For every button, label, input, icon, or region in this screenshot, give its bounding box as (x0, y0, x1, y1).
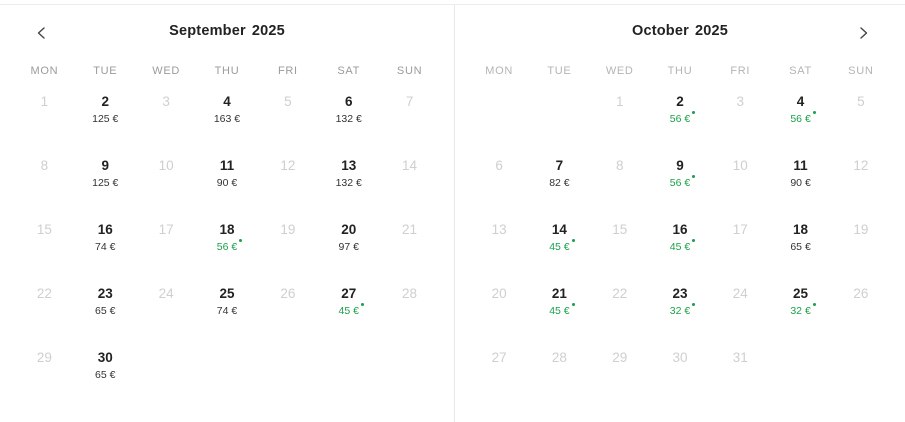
day-number: 14 (402, 158, 418, 173)
month-header-left (0, 5, 454, 57)
day-number: 27 (491, 350, 507, 365)
next-month-button[interactable] (849, 19, 877, 47)
day-cell-empty (831, 341, 891, 405)
day-number: 2 (101, 94, 110, 109)
weekday-label: MON (30, 65, 59, 77)
day-number: 7 (555, 158, 564, 173)
day-cell (650, 341, 710, 405)
month-year-left: 2025 (251, 23, 285, 39)
day-cell (14, 85, 75, 149)
day-price-deal: 56 € (670, 177, 690, 190)
day-number: 8 (40, 158, 49, 173)
day-number: 30 (672, 350, 688, 365)
day-cell-empty (318, 341, 379, 405)
day-cell (831, 85, 891, 149)
day-cell (710, 85, 770, 149)
day-number: 29 (612, 350, 628, 365)
day-cell (14, 341, 75, 405)
day-cell-empty (257, 341, 318, 405)
day-number: 17 (732, 222, 748, 237)
day-cell (14, 277, 75, 341)
day-cell (710, 341, 770, 405)
day-number: 31 (732, 350, 748, 365)
day-number: 17 (158, 222, 174, 237)
weekday-label: MON (485, 65, 514, 77)
day-price-deal: 45 € (549, 241, 569, 254)
day-number: 7 (405, 94, 414, 109)
day-cell-empty (770, 341, 830, 405)
day-number: 5 (857, 94, 865, 109)
day-price: 74 € (95, 241, 116, 253)
day-cell[interactable] (650, 149, 710, 213)
fare-calendar (0, 5, 905, 422)
day-cell[interactable] (770, 85, 830, 149)
day-price-deal: 32 € (790, 305, 810, 318)
cheapest-fare-dot-icon (239, 239, 242, 242)
day-cell[interactable] (197, 213, 258, 277)
day-cell[interactable] (650, 85, 710, 149)
day-number: 15 (612, 222, 628, 237)
calendar-month-october (455, 5, 905, 422)
day-number: 18 (793, 222, 809, 237)
day-price: 65 € (95, 369, 116, 381)
day-cell-empty (379, 341, 440, 405)
weekday-label: SUN (396, 65, 423, 77)
day-number: 2 (676, 94, 684, 109)
cheapest-fare-dot-icon (572, 239, 575, 242)
calendar-month-september (0, 5, 455, 422)
day-price: 65 € (790, 241, 811, 253)
day-number: 10 (158, 158, 174, 173)
month-header-right (455, 5, 905, 57)
cheapest-fare-dot-icon (813, 303, 816, 306)
cheapest-fare-dot-icon (572, 303, 575, 306)
day-price-deal: 56 € (790, 113, 810, 126)
day-grid-left (0, 85, 454, 405)
day-cell (469, 149, 529, 213)
day-cell-empty (529, 85, 589, 149)
weekday-label: TUE (547, 65, 572, 77)
day-price-deal: 56 € (217, 241, 237, 254)
day-number: 27 (341, 286, 357, 301)
day-price-deal: 45 € (549, 305, 569, 318)
day-number: 16 (672, 222, 688, 237)
cheapest-fare-dot-icon (692, 175, 695, 178)
day-number: 10 (732, 158, 748, 173)
day-price: 74 € (216, 305, 238, 317)
day-number: 29 (36, 350, 52, 365)
day-number: 28 (402, 286, 418, 301)
day-price: 90 € (790, 177, 811, 189)
day-number: 12 (280, 158, 296, 173)
day-number: 23 (672, 286, 688, 301)
day-price: 97 € (338, 241, 359, 253)
day-cell-empty (197, 341, 258, 405)
day-cell (590, 341, 650, 405)
day-cell (14, 213, 75, 277)
day-cell[interactable] (318, 277, 379, 341)
cheapest-fare-dot-icon (361, 303, 364, 306)
day-number: 1 (615, 94, 624, 109)
day-cell[interactable] (318, 85, 379, 149)
day-price-deal: 45 € (338, 305, 358, 318)
day-price: 82 € (549, 177, 570, 189)
cheapest-fare-dot-icon (692, 239, 695, 242)
weekday-label: SAT (337, 65, 361, 77)
day-price: 132 € (335, 177, 362, 189)
day-number: 13 (491, 222, 507, 237)
day-number: 20 (341, 222, 357, 237)
cheapest-fare-dot-icon (692, 111, 695, 114)
day-number: 3 (736, 94, 745, 109)
day-cell[interactable] (650, 277, 710, 341)
day-cell[interactable] (529, 149, 589, 213)
day-cell (257, 277, 318, 341)
day-cell (710, 213, 770, 277)
cheapest-fare-dot-icon (692, 303, 695, 306)
day-number: 3 (162, 94, 170, 109)
day-cell[interactable] (197, 277, 258, 341)
day-cell (469, 213, 529, 277)
day-cell (136, 85, 197, 149)
day-cell (590, 149, 650, 213)
day-cell[interactable] (75, 85, 136, 149)
weekday-header-left (0, 57, 454, 85)
day-cell (257, 149, 318, 213)
day-cell (831, 277, 891, 341)
day-number: 9 (101, 158, 110, 173)
day-cell (590, 277, 650, 341)
weekday-label: WED (152, 65, 181, 77)
day-number: 6 (344, 94, 353, 109)
day-number: 6 (495, 158, 503, 173)
month-title-right (632, 23, 728, 39)
day-number: 20 (491, 286, 507, 301)
weekday-label: TUE (93, 65, 118, 77)
day-cell (379, 277, 440, 341)
day-cell[interactable] (770, 149, 830, 213)
day-price: 125 € (92, 113, 119, 125)
day-number: 11 (219, 158, 235, 173)
day-cell (529, 341, 589, 405)
weekday-label: THU (214, 65, 240, 77)
day-number: 8 (615, 158, 624, 173)
day-cell (710, 149, 770, 213)
weekday-label: FRI (277, 65, 298, 77)
day-number: 21 (402, 222, 418, 237)
day-price: 132 € (335, 113, 362, 125)
day-cell (136, 277, 197, 341)
weekday-header-right (455, 57, 905, 85)
day-cell[interactable] (529, 213, 589, 277)
day-cell[interactable] (197, 149, 258, 213)
day-cell[interactable] (75, 341, 136, 405)
day-grid-right (455, 85, 905, 405)
day-cell[interactable] (75, 149, 136, 213)
weekday-label: SUN (848, 65, 874, 77)
day-price-deal: 56 € (670, 113, 690, 126)
month-title-left (169, 23, 285, 39)
day-cell (469, 341, 529, 405)
day-cell (379, 85, 440, 149)
day-cell (469, 277, 529, 341)
day-number: 25 (793, 286, 809, 301)
day-number: 15 (36, 222, 52, 237)
day-number: 19 (853, 222, 869, 237)
day-number: 28 (551, 350, 567, 365)
month-name-left: September (169, 23, 246, 39)
day-price: 90 € (216, 177, 238, 189)
month-year-right: 2025 (694, 23, 729, 39)
day-cell[interactable] (529, 277, 589, 341)
day-number: 5 (284, 94, 292, 109)
day-cell[interactable] (318, 149, 379, 213)
day-number: 16 (97, 222, 113, 237)
day-cell-empty (469, 85, 529, 149)
day-cell[interactable] (75, 277, 136, 341)
day-number: 11 (793, 158, 808, 173)
day-cell[interactable] (770, 277, 830, 341)
day-number: 25 (219, 286, 235, 301)
day-number: 4 (223, 94, 231, 109)
day-cell (379, 213, 440, 277)
day-number: 21 (551, 286, 567, 301)
day-number: 19 (280, 222, 296, 237)
day-cell[interactable] (75, 213, 136, 277)
day-cell (590, 85, 650, 149)
day-number: 14 (551, 222, 567, 237)
day-cell[interactable] (318, 213, 379, 277)
previous-month-button[interactable] (28, 19, 56, 47)
day-number: 23 (97, 286, 113, 301)
day-number: 26 (280, 286, 296, 301)
day-cell[interactable] (770, 213, 830, 277)
day-price-deal: 45 € (670, 241, 690, 254)
day-number: 12 (853, 158, 869, 173)
day-cell (379, 149, 440, 213)
day-cell (831, 149, 891, 213)
day-cell (710, 277, 770, 341)
weekday-label: FRI (730, 65, 751, 77)
weekday-label: THU (667, 65, 693, 77)
day-cell-empty (136, 341, 197, 405)
day-number: 18 (219, 222, 235, 237)
day-number: 26 (853, 286, 869, 301)
day-number: 22 (612, 286, 628, 301)
day-cell (590, 213, 650, 277)
day-cell (831, 213, 891, 277)
day-cell (14, 149, 75, 213)
day-cell (257, 213, 318, 277)
month-name-right: October (631, 23, 689, 39)
day-number: 13 (341, 158, 357, 173)
day-cell[interactable] (650, 213, 710, 277)
weekday-label: SAT (789, 65, 812, 77)
weekday-label: WED (605, 65, 634, 77)
day-price-deal: 32 € (670, 305, 690, 318)
day-number: 24 (732, 286, 748, 301)
day-cell (136, 149, 197, 213)
day-number: 9 (676, 158, 684, 173)
cheapest-fare-dot-icon (813, 111, 816, 114)
day-number: 30 (97, 350, 113, 365)
day-cell (136, 213, 197, 277)
day-price: 163 € (213, 113, 241, 125)
day-cell[interactable] (197, 85, 258, 149)
day-price: 125 € (92, 177, 119, 189)
day-number: 1 (40, 94, 49, 109)
day-number: 22 (36, 286, 52, 301)
day-cell (257, 85, 318, 149)
day-number: 4 (796, 94, 805, 109)
day-price: 65 € (95, 305, 116, 317)
day-number: 24 (158, 286, 174, 301)
